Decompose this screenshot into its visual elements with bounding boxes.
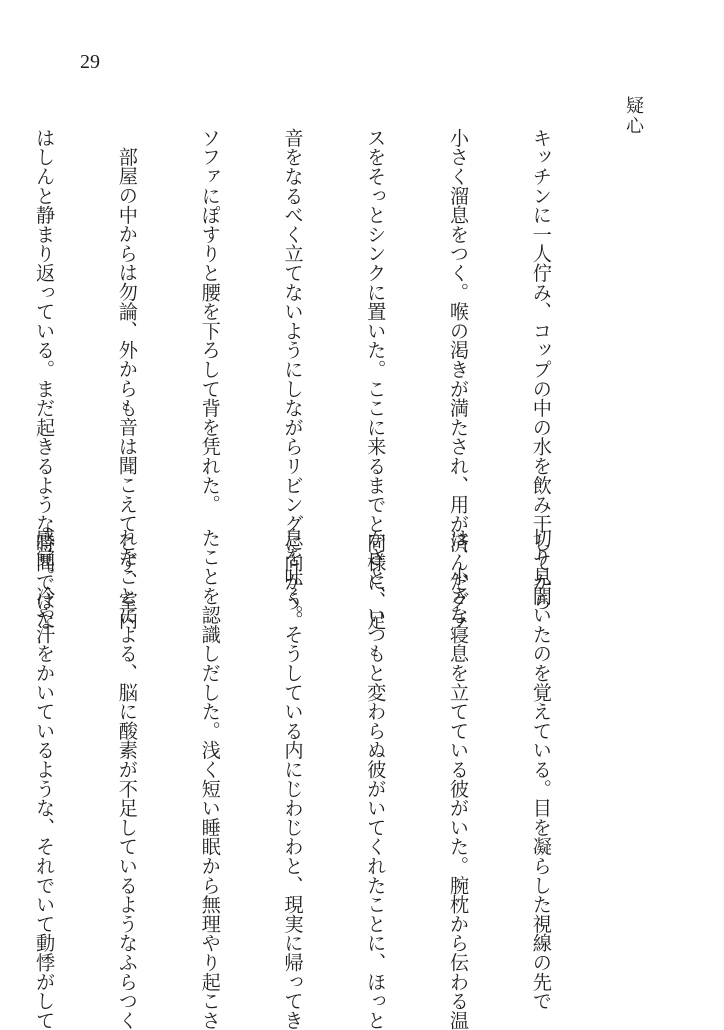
text-line: 部屋の中からは勿論、外からも音は聞こえてこず、室内 <box>115 147 139 630</box>
text-line: ソファにぽすりと腰を下ろして背を凭れた。 <box>198 128 222 514</box>
text-line: 感覚。冷や汗をかいているような、それでいて動悸がして <box>33 528 57 1030</box>
text-line: キッチンに一人佇み、コップの中の水を飲み干してから <box>529 128 553 611</box>
section-title: 疑心 <box>623 96 644 136</box>
text-line: 音をなるべく立てないようにしながらリビングに向かう。 <box>281 128 305 630</box>
text-block-top <box>33 128 610 630</box>
text-line: 小さく溜息をつく。喉の渇きが満たされ、用が済んだグラ <box>447 128 471 630</box>
text-line: 息を吐く。そうしている内にじわじわと、現実に帰ってき <box>281 528 305 1030</box>
text-line: れたことによる、脳に酸素が不足しているようなふらつく <box>115 528 139 1030</box>
text-line: たことを認識しだした。浅く短い睡眠から無理やり起こさ <box>198 528 222 1030</box>
text-line: かさと、いつもと変わらぬ彼がいてくれたことに、ほっと <box>364 528 388 1030</box>
text-line: 切り見開いたのを覚えている。目を凝らした視線の先で <box>529 528 553 1011</box>
text-line: は、小さな寝息を立てている彼がいた。腕枕から伝わる温 <box>447 528 471 1030</box>
text-line: はしんと静まり返っている。まだ起きるような時間ではな <box>33 128 57 630</box>
text-block-bottom <box>33 528 610 1030</box>
page-number: 29 <box>80 51 100 73</box>
text-line: スをそっとシンクに置いた。ここに来るまでと同様に、足 <box>364 128 388 630</box>
